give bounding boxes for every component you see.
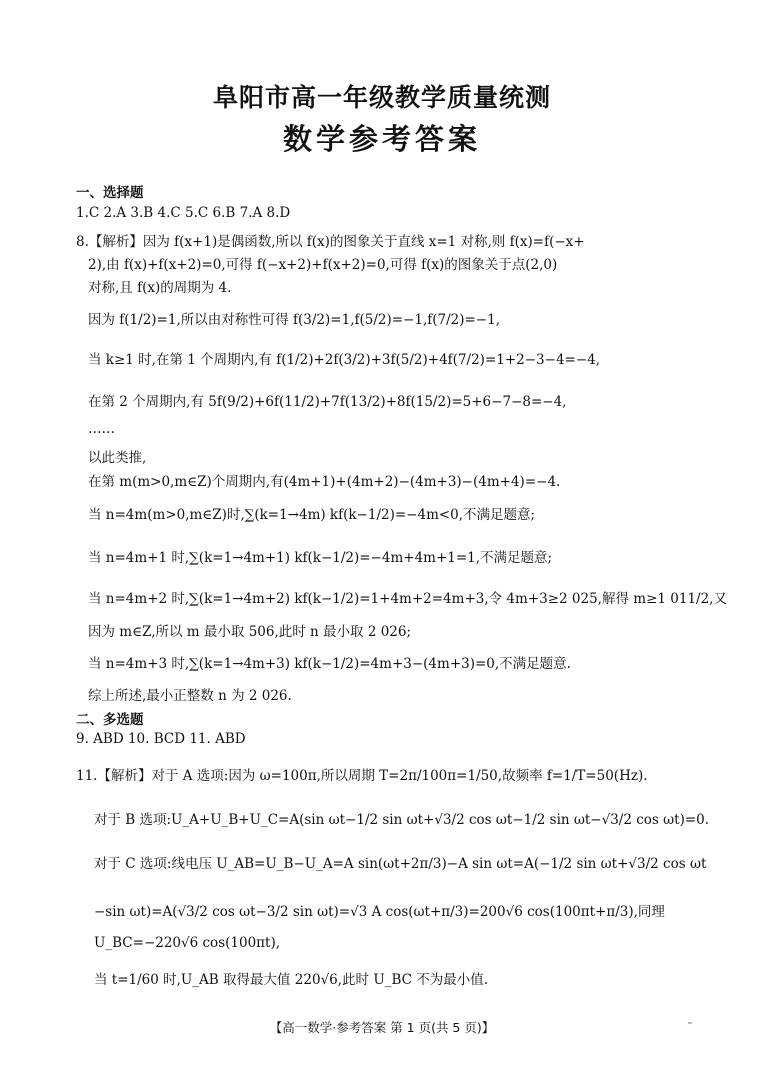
q8-line-12: 当 n=4m+2 时,∑(k=1→4m+2) kf(k−1/2)=1+4m+2=4m+3,令 4m+3≥2 025,解得 m≥1 011/2,又 xyxy=(88,591,727,607)
q11-line-5: U_BC=−220√6 cos(100πt), xyxy=(94,935,281,951)
document-title: 阜阳市高一年级教学质量统测 xyxy=(212,83,551,112)
q8-line-9: 在第 m(m>0,m∈Z)个周期内,有(4m+1)+(4m+2)−(4m+3)−(4m+4)=−4. xyxy=(88,474,561,490)
q8-line-15: 综上所述,最小正整数 n 为 2 026. xyxy=(88,688,292,704)
q11-line-4: −sin ωt)=A(√3/2 cos ωt−3/2 sin ωt)=√3 A cos(ωt+π/3)=200√6 cos(100πt+π/3),同理 xyxy=(94,904,665,920)
q8-line-6: 在第 2 个周期内,有 5f(9/2)+6f(11/2)+7f(13/2)+8f(15/2)=5+6−7−8=−4, xyxy=(88,394,567,410)
q8-line-1: 8.【解析】因为 f(x+1)是偶函数,所以 f(x)的图象关于直线 x=1 对称,则 f(x)=f(−x+ xyxy=(76,234,585,250)
q11-line-6: 当 t=1/60 时,U_AB 取得最大值 220√6,此时 U_BC 不为最小值. xyxy=(94,972,489,988)
q8-line-10: 当 n=4m(m>0,m∈Z)时,∑(k=1→4m) kf(k−1/2)=−4m<0,不满足题意; xyxy=(88,507,536,523)
q11-line-3: 对于 C 选项:线电压 U_AB=U_B−U_A=A sin(ωt+2π/3)−A sin ωt=A(−1/2 sin ωt+√3/2 cos ωt xyxy=(94,856,707,872)
q8-line-2: 2),由 f(x)+f(x+2)=0,可得 f(−x+2)+f(x+2)=0,可得 f(x)的图象关于点(2,0) xyxy=(88,257,558,273)
q8-line-3: 对称,且 f(x)的周期为 4. xyxy=(88,280,232,296)
q8-line-14: 当 n=4m+3 时,∑(k=1→4m+3) kf(k−1/2)=4m+3−(4m+3)=0,不满足题意. xyxy=(88,656,571,672)
q11-line-1: 11.【解析】对于 A 选项:因为 ω=100π,所以周期 T=2π/100π=1/50,故频率 f=1/T=50(Hz). xyxy=(76,768,648,784)
q8-line-5: 当 k≥1 时,在第 1 个周期内,有 f(1/2)+2f(3/2)+3f(5/2)+4f(7/2)=1+2−3−4=−4, xyxy=(88,352,601,368)
q8-line-11: 当 n=4m+1 时,∑(k=1→4m+1) kf(k−1/2)=−4m+4m+1=1,不满足题意; xyxy=(88,550,553,566)
q8-line-4: 因为 f(1/2)=1,所以由对称性可得 f(3/2)=1,f(5/2)=−1,f(7/2)=−1, xyxy=(88,312,501,328)
page-footer: 【高一数学·参考答案 第 1 页(共 5 页)】 xyxy=(269,1020,495,1035)
q8-line-13: 因为 m∈Z,所以 m 最小取 506,此时 n 最小取 2 026; xyxy=(88,624,412,640)
multi-answers: 9. ABD 10. BCD 11. ABD xyxy=(76,731,246,747)
scan-mark xyxy=(688,1022,692,1024)
section-heading-multi: 二、多选题 xyxy=(76,712,144,728)
choice-answers: 1.C 2.A 3.B 4.C 5.C 6.B 7.A 8.D xyxy=(76,205,291,221)
q8-line-7: …… xyxy=(88,421,115,437)
q11-line-2: 对于 B 选项:U_A+U_B+U_C=A(sin ωt−1/2 sin ωt+√3/2 cos ωt−1/2 sin ωt−√3/2 cos ωt)=0. xyxy=(94,812,710,828)
section-heading-choice: 一、选择题 xyxy=(76,185,144,201)
document-subtitle: 数学参考答案 xyxy=(282,122,481,156)
q8-line-8: 以此类推, xyxy=(88,450,147,466)
